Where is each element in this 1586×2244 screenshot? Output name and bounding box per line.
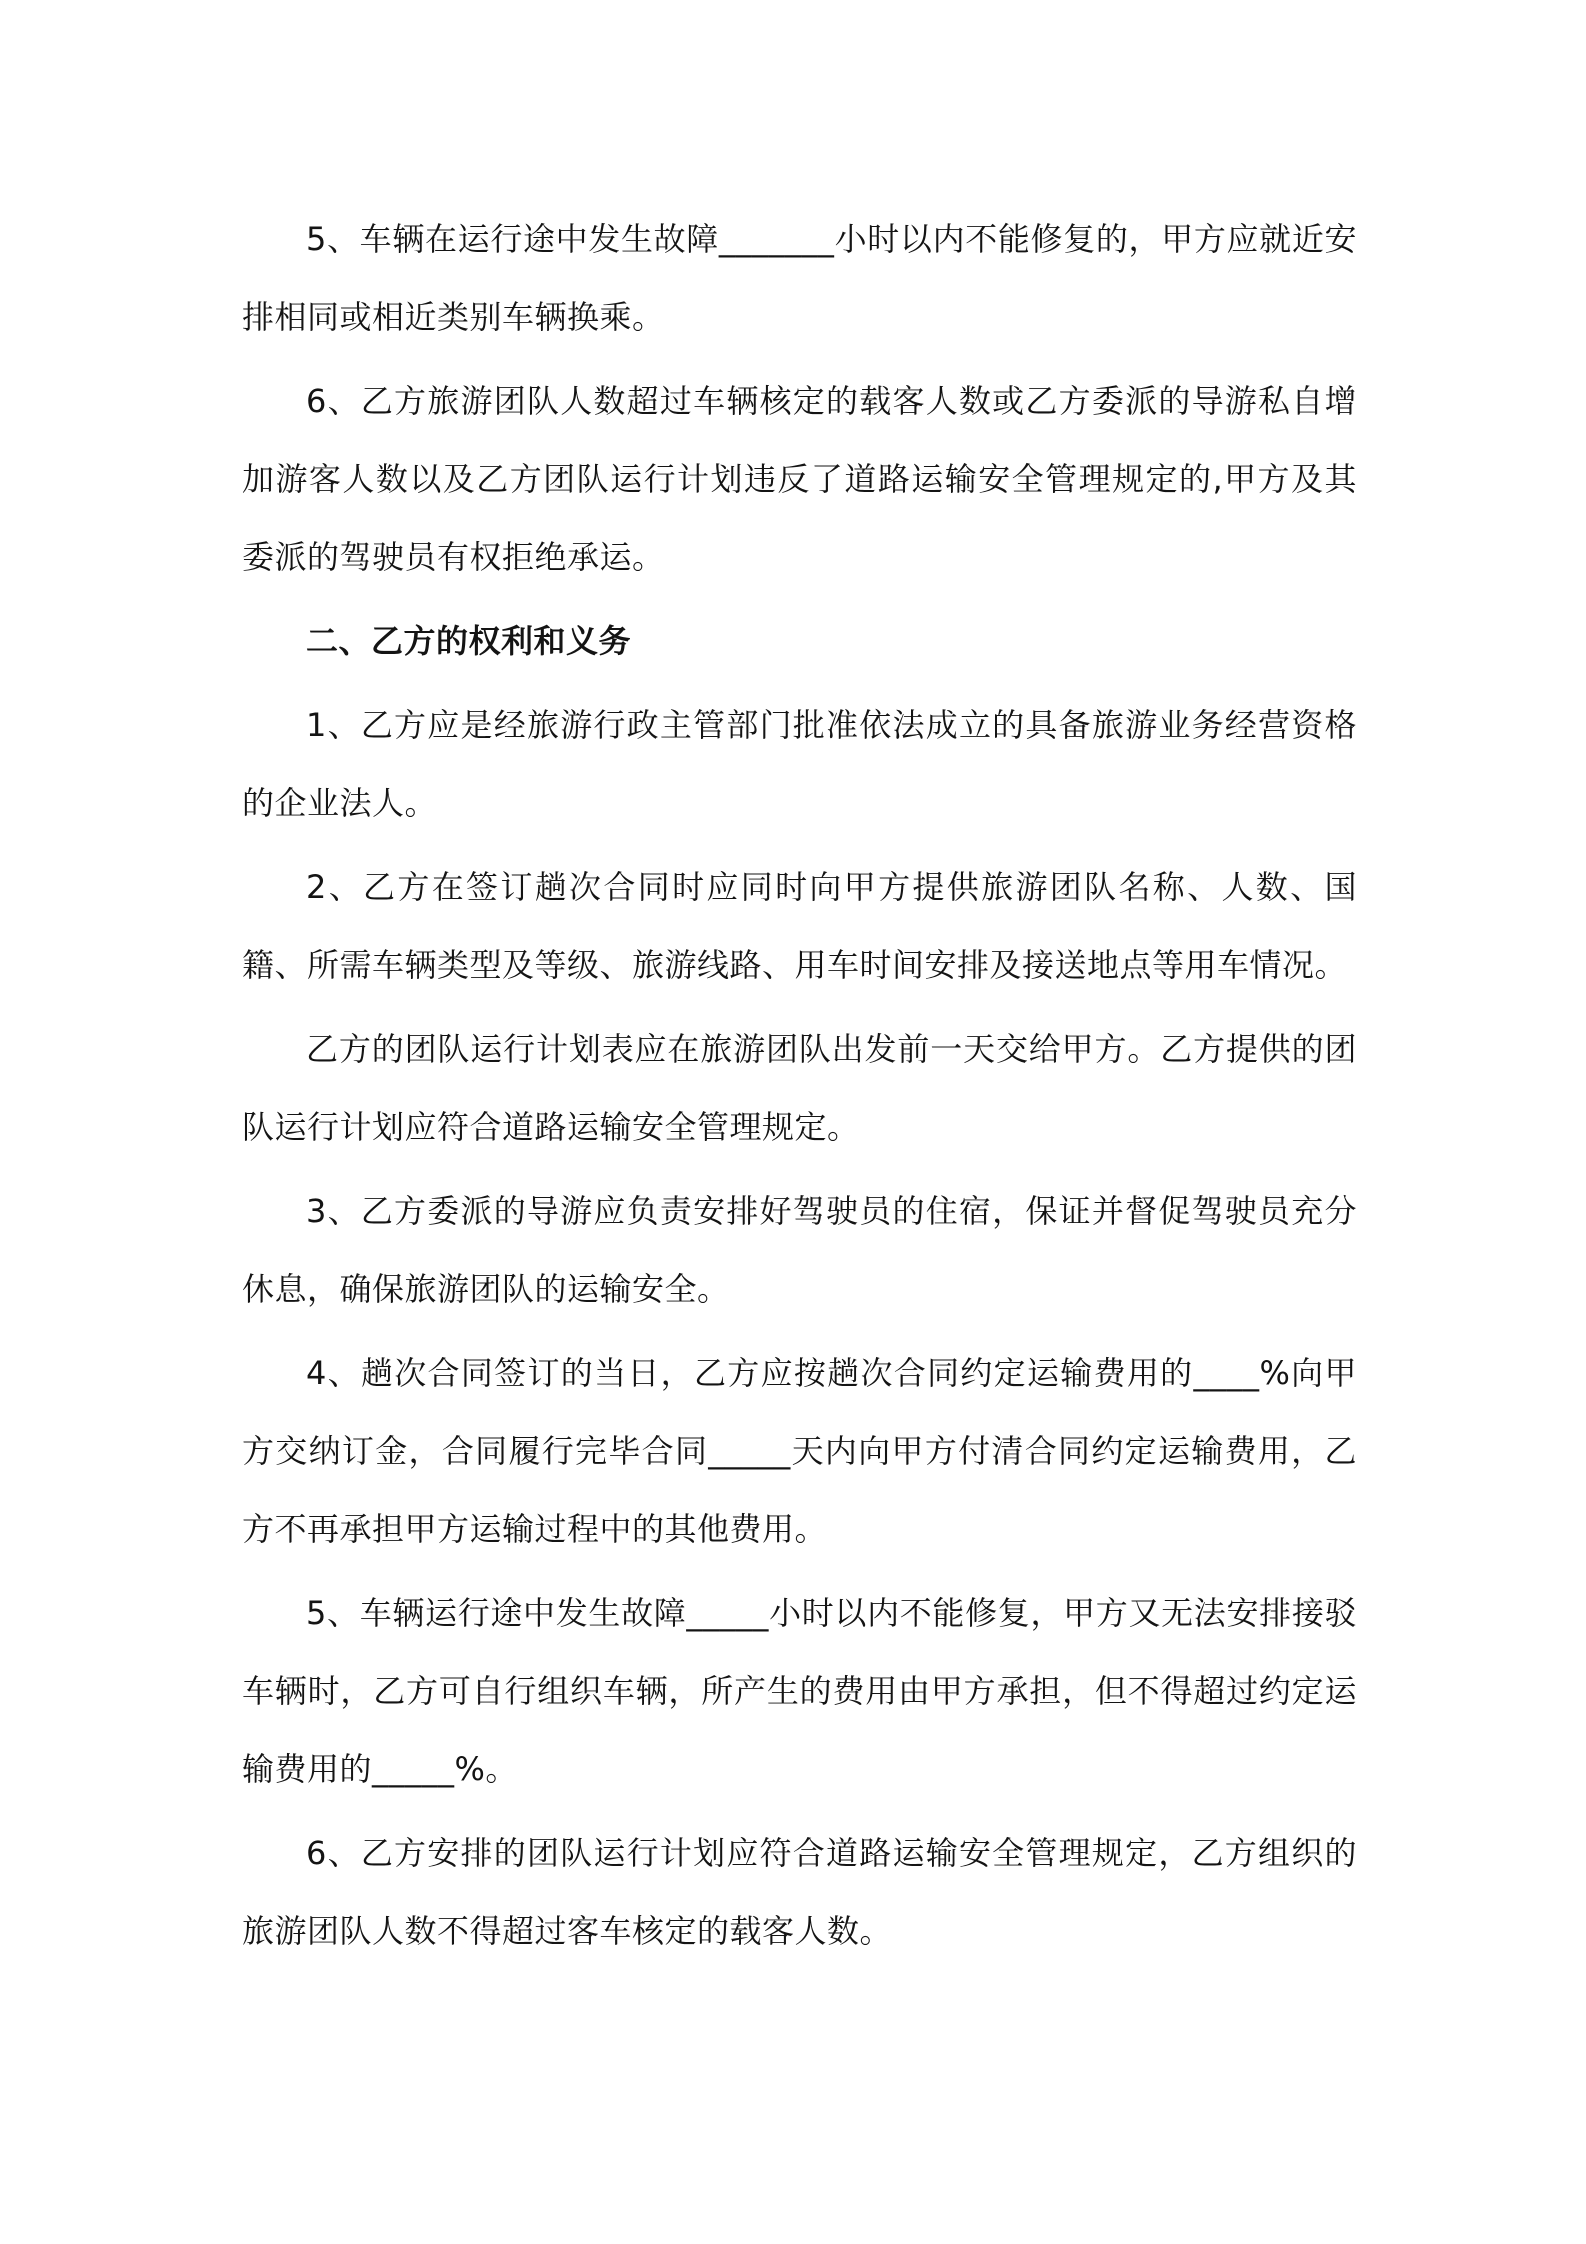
paragraph-clause-b2-continued: 乙方的团队运行计划表应在旅游团队出发前一天交给甲方。乙方提供的团队运行计划应符合道路运输安全管理规定。 <box>242 1030 1357 1146</box>
paragraph-clause-a5: 5、车辆在运行途中发生故障_______小时以内不能修复的，甲方应就近安排相同或相近类别车辆换乘。 <box>242 220 1357 336</box>
paragraph-clause-b5: 5、车辆运行途中发生故障_____小时以内不能修复，甲方又无法安排接驳车辆时，乙方可自行组织车辆，所产生的费用由甲方承担，但不得超过约定运输费用的_____%。 <box>242 1594 1357 1788</box>
paragraph-clause-b6: 6、乙方安排的团队运行计划应符合道路运输安全管理规定，乙方组织的旅游团队人数不得超过客车核定的载客人数。 <box>242 1834 1357 1950</box>
document-body <box>242 200 1357 1976</box>
section-heading-party-b: 二、乙方的权利和义务 <box>306 622 632 660</box>
paragraph-clause-b1: 1、乙方应是经旅游行政主管部门批准依法成立的具备旅游业务经营资格的企业法人。 <box>242 706 1357 822</box>
paragraph-clause-b4: 4、趟次合同签订的当日，乙方应按趟次合同约定运输费用的____%向甲方交纳订金，合同履行完毕合同_____天内向甲方付清合同约定运输费用，乙方不再承担甲方运输过程中的其他费用。 <box>242 1354 1357 1548</box>
paragraph-clause-a6: 6、乙方旅游团队人数超过车辆核定的载客人数或乙方委派的导游私自增加游客人数以及乙方团队运行计划违反了道路运输安全管理规定的,甲方及其委派的驾驶员有权拒绝承运。 <box>242 382 1357 576</box>
paragraph-clause-b2: 2、乙方在签订趟次合同时应同时向甲方提供旅游团队名称、人数、国籍、所需车辆类型及等级、旅游线路、用车时间安排及接送地点等用车情况。 <box>242 868 1357 984</box>
paragraph-clause-b3: 3、乙方委派的导游应负责安排好驾驶员的住宿，保证并督促驾驶员充分休息，确保旅游团队的运输安全。 <box>242 1192 1357 1308</box>
